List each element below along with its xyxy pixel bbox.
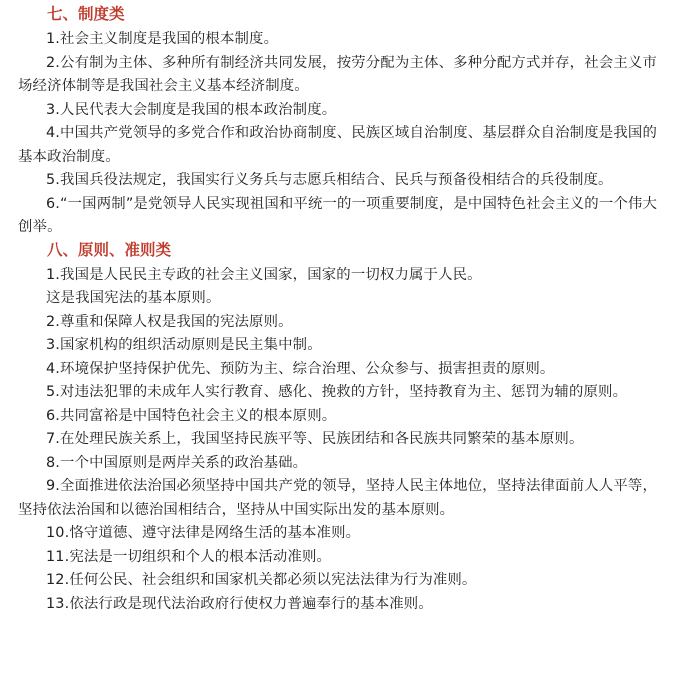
paragraph-principle-9: 9.全面推进依法治国必须坚持中国共产党的领导，坚持人民主体地位，坚持法律面前人人平等，坚持依法治国和以德治国相结合，坚持从中国实际出发的基本原则。 (18, 478, 657, 518)
paragraph-institution-5: 5.我国兵役法规定，我国实行义务兵与志愿兵相结合、民兵与预备役相结合的兵役制度。 (46, 172, 613, 188)
paragraph-principle-3: 3.国家机构的组织活动原则是民主集中制。 (46, 337, 322, 353)
paragraph-principle-7: 7.在处理民族关系上，我国坚持民族平等、民族团结和各民族共同繁荣的基本原则。 (46, 431, 584, 447)
paragraph-institution-6: 6.“一国两制”是党领导人民实现祖国和平统一的一项重要制度，是中国特色社会主义的一个伟大创举。 (18, 195, 657, 235)
paragraph-institution-3: 3.人民代表大会制度是我国的根本政治制度。 (46, 101, 337, 118)
paragraph-principle-11: 11.宪法是一切组织和个人的根本活动准则。 (46, 548, 332, 565)
paragraph-principle-6: 6.共同富裕是中国特色社会主义的根本原则。 (46, 407, 337, 424)
paragraph-institution-4: 4.中国共产党领导的多党合作和政治协商制度、民族区域自治制度、基层群众自治制度是我国的基本政治制度。 (18, 125, 657, 165)
paragraph-principle-1-continued: 这是我国宪法的基本原则。 (46, 290, 221, 306)
paragraph-principle-13: 13.依法行政是现代法治政府行使权力普遍奉行的基本准则。 (46, 595, 433, 612)
section-heading-principles: 八、原则、准则类 (47, 240, 172, 259)
paragraph-institution-1: 1.社会主义制度是我国的根本制度。 (46, 31, 279, 47)
section-heading-institutions: 七、制度类 (47, 5, 125, 23)
paragraph-principle-2: 2.尊重和保障人权是我国的宪法原则。 (46, 313, 293, 330)
paragraph-principle-5: 5.对违法犯罪的未成年人实行教育、感化、挽救的方针，坚持教育为主、惩罚为辅的原则。 (46, 384, 628, 400)
paragraph-principle-4: 4.环境保护坚持保护优先、预防为主、综合治理、公众参与、损害担责的原则。 (46, 360, 555, 377)
paragraph-principle-10: 10.恪守道德、遵守法律是网络生活的基本准则。 (46, 525, 361, 541)
paragraph-principle-12: 12.任何公民、社会组织和国家机关都必须以宪法法律为行为准则。 (46, 572, 477, 588)
paragraph-principle-1: 1.我国是人民民主专政的社会主义国家，国家的一切权力属于人民。 (46, 266, 482, 283)
paragraph-principle-8: 8.一个中国原则是两岸关系的政治基础。 (46, 454, 308, 471)
paragraph-institution-2: 2.公有制为主体、多种所有制经济共同发展，按劳分配为主体、多种分配方式并存，社会主义市场经济体制等是我国社会主义基本经济制度。 (18, 54, 657, 94)
